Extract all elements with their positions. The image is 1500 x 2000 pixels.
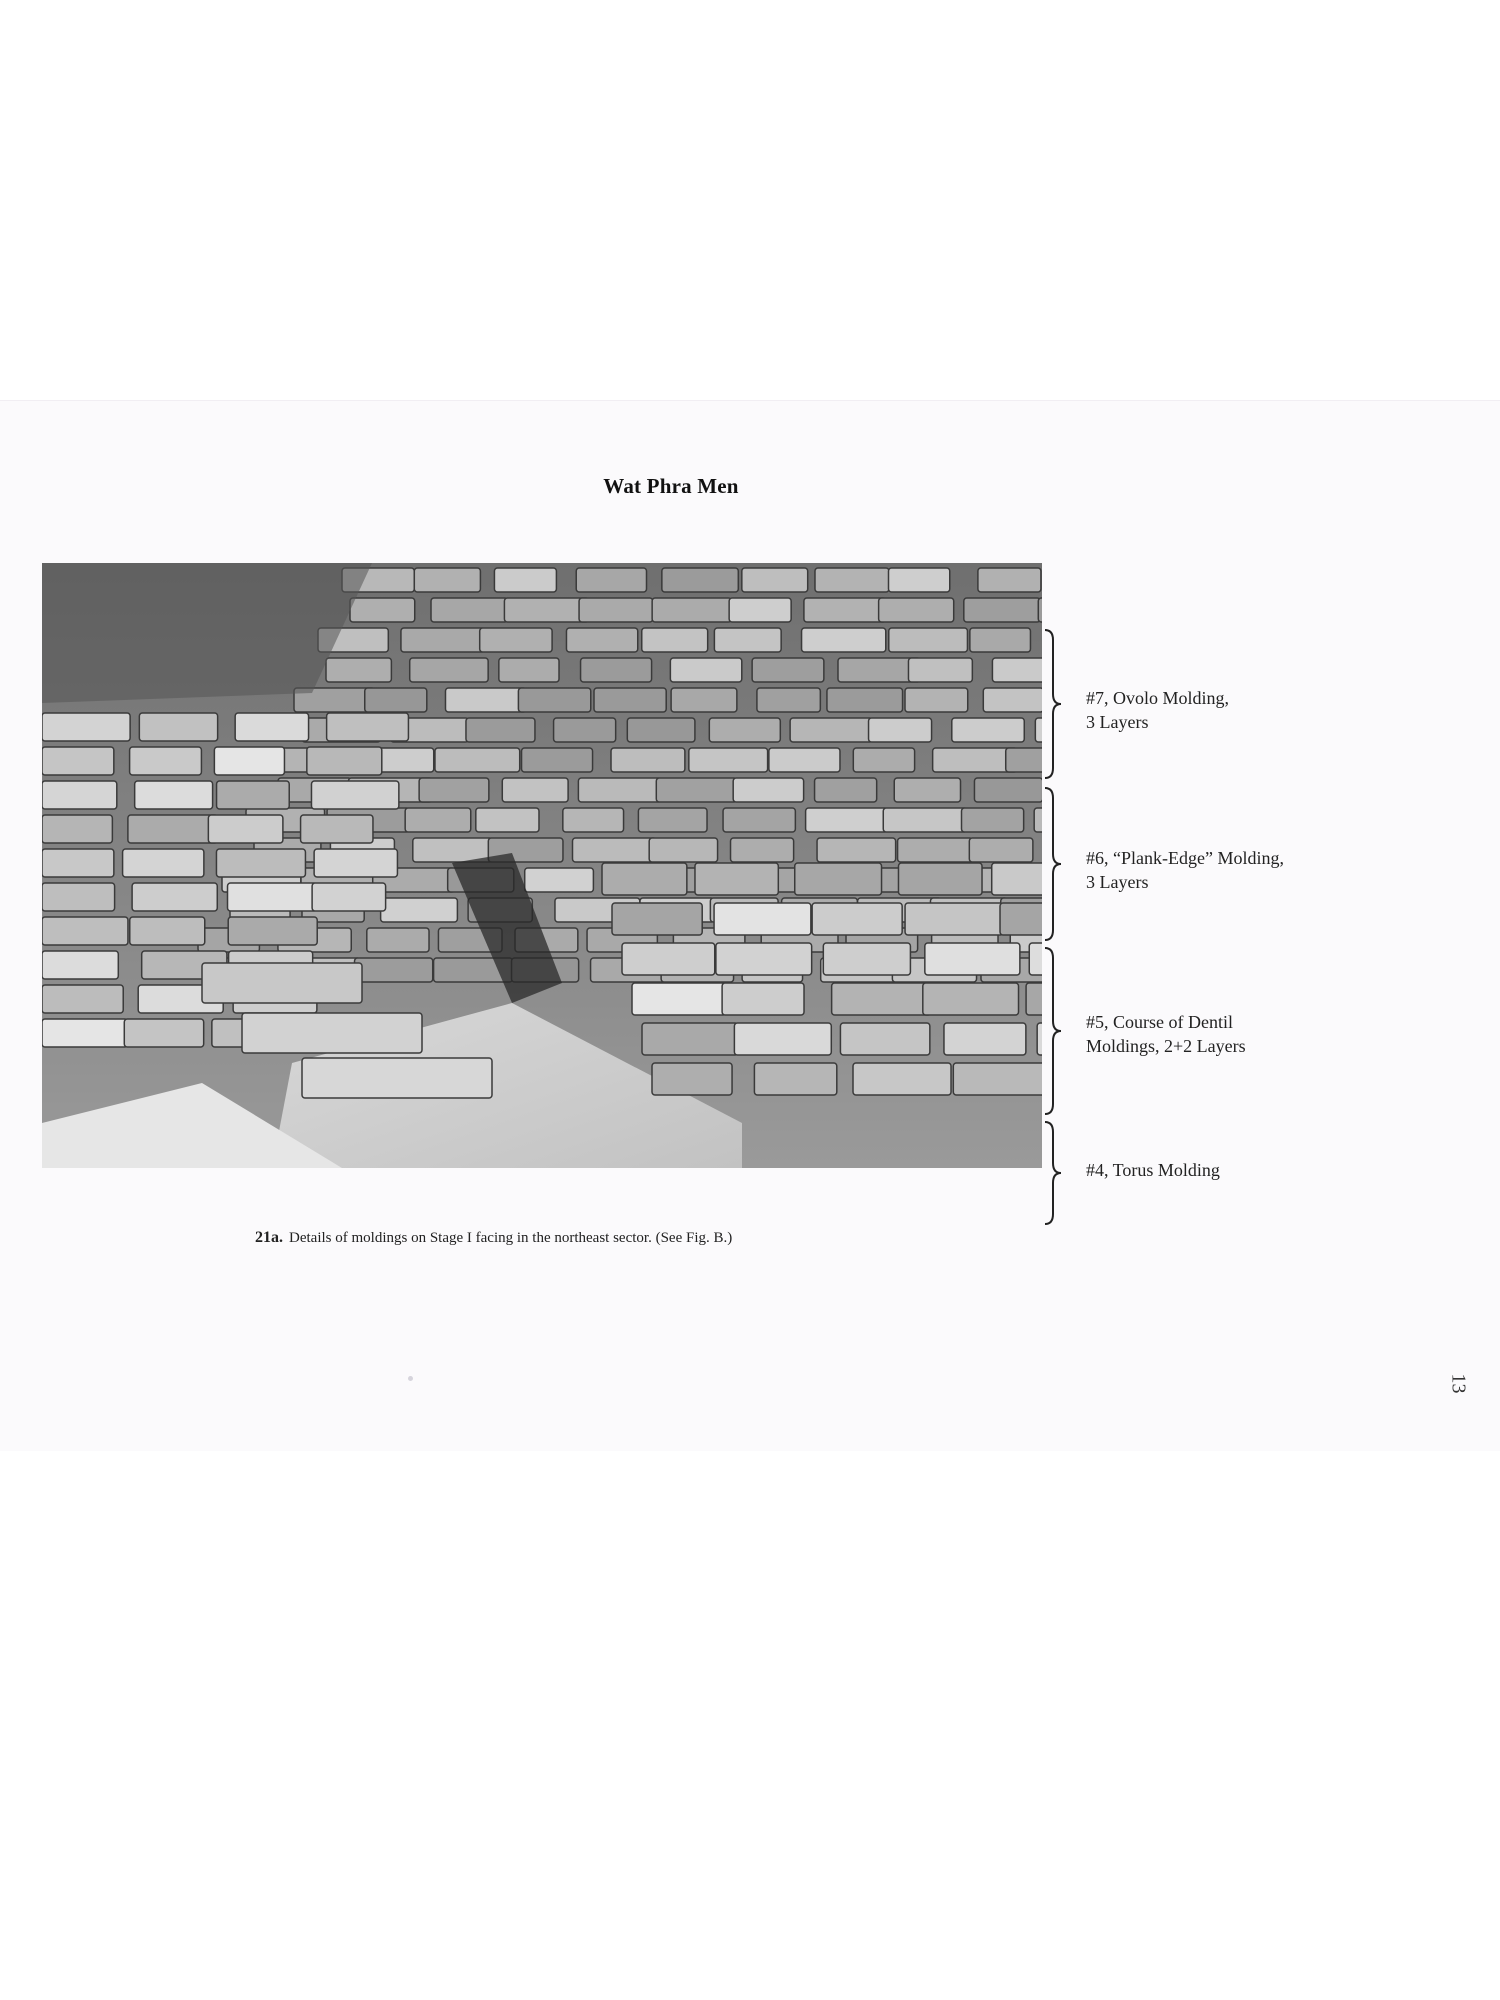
bracket-torus: [1043, 1120, 1065, 1226]
figure-number: 21a.: [255, 1229, 283, 1246]
bracket-dentil: [1043, 946, 1065, 1116]
bracket-plank-edge: [1043, 786, 1065, 942]
page-title: Wat Phra Men: [603, 474, 739, 498]
label-ovolo-molding: #7, Ovolo Molding, 3 Layers: [1086, 688, 1230, 732]
bracket-ovolo: [1043, 628, 1065, 780]
paper-speck: [408, 1376, 413, 1381]
label-torus-molding: #4, Torus Molding: [1086, 1160, 1220, 1180]
label-plank-edge-molding: #6, “Plank-Edge” Molding, 3 Layers: [1086, 848, 1284, 892]
brick-wall-photo-icon: [42, 563, 1042, 1168]
figure-caption: [255, 1229, 732, 1247]
caption-text: Details of moldings on Stage I facing in the northeast sector. (See Fig. B.): [289, 1230, 733, 1246]
archaeological-photo: [42, 563, 1042, 1168]
label-dentil-moldings: #5, Course of Dentil Moldings, 2+2 Layers: [1086, 1012, 1246, 1056]
page-number: 13: [1447, 1373, 1470, 1394]
